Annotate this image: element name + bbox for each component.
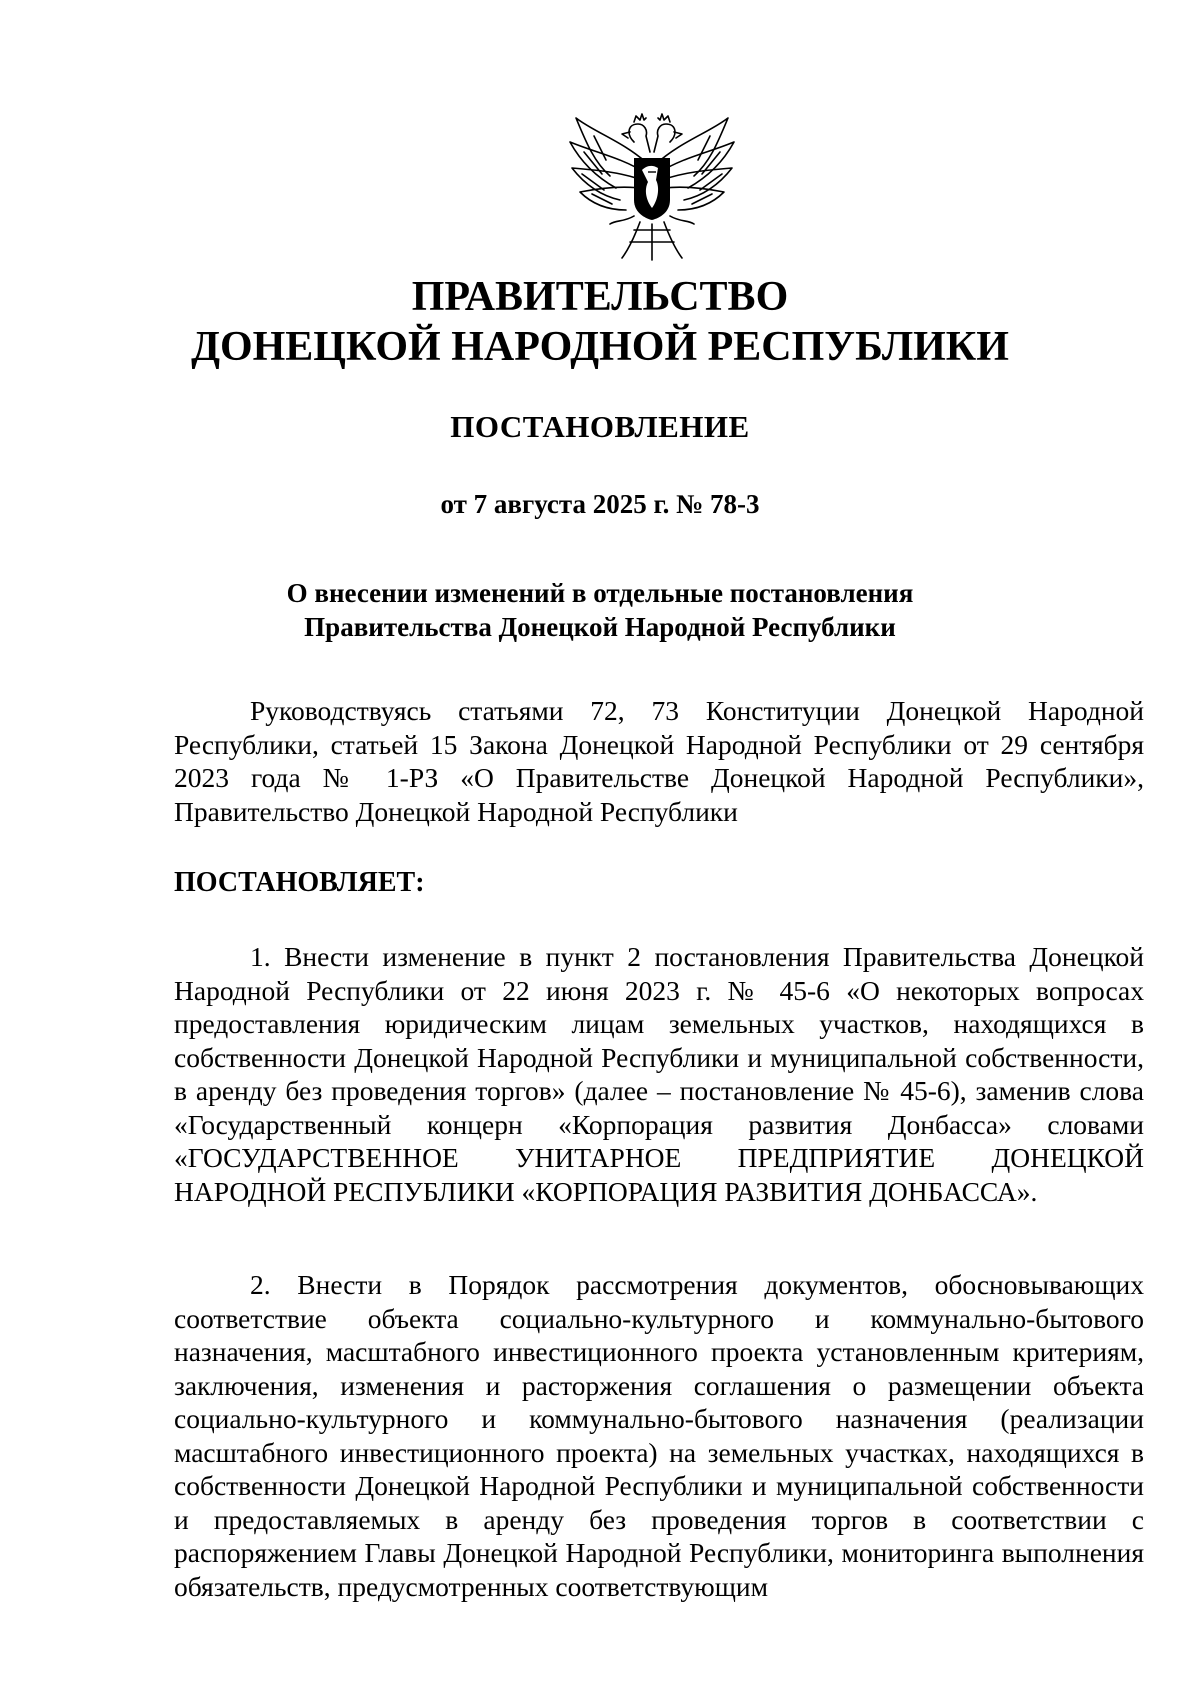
document-subject-line1: О внесении изменений в отдельные постановления — [286, 578, 914, 608]
document-type-heading: ПОСТАНОВЛЕНИЕ — [450, 409, 750, 444]
document-date-number: от 7 августа 2025 г. № 78-3 — [440, 489, 760, 519]
double-headed-eagle-emblem-icon — [564, 112, 740, 262]
organization-title-line1: ПРАВИТЕЛЬСТВО — [411, 274, 789, 320]
clause-2-paragraph: 2. Внести в Порядок рассмотрения документов, обосновывающих соответствие объекта социально-культурного и коммунально-бытового назначения, масштабного инвестиционного проекта установленным критериям, заключения, изменения и расторжения соглашения о размещении объекта социально-культурного и коммунально-бытового назначения (реализации масштабного инвестиционного проекта) на земельных участках, находящихся в собственности Донецкой Народной Республики и муниципальной собственности и предоставляемых в аренду без проведения торгов в соответствии с распоряжением Главы Донецкой Народной Республики, мониторинга выполнения обязательств, предусмотренных соответствующим — [174, 1269, 1144, 1602]
organization-title-line2: ДОНЕЦКОЙ НАРОДНОЙ РЕСПУБЛИКИ — [191, 324, 1009, 370]
clause-1-paragraph: 1. Внести изменение в пункт 2 постановления Правительства Донецкой Народной Республики от 22 июня 2023 г. № 45-6 «О некоторых вопросах предоставления юридическим лицам земельных участков, находящихся в собственности Донецкой Народной Республики и муниципальной собственности, в аренду без проведения торгов» (далее – постановление № 45-6), заменив слова «Государственный концерн «Корпорация развития Донбасса» словами «ГОСУДАРСТВЕННОЕ УНИТАРНОЕ ПРЕДПРИЯТИЕ ДОНЕЦКОЙ НАРОДНОЙ РЕСПУБЛИКИ «КОРПОРАЦИЯ РАЗВИТИЯ ДОНБАССА». — [174, 941, 1144, 1207]
decree-heading: ПОСТАНОВЛЯЕТ: — [174, 867, 425, 898]
preamble-paragraph: Руководствуясь статьями 72, 73 Конституции Донецкой Народной Республики, статьей 15 Закона Донецкой Народной Республики от 29 сентября 2023 года № 1-РЗ «О Правительстве Донецкой Народной Республики», Правительство Донецкой Народной Республики — [174, 695, 1144, 827]
document-subject-line2: Правительства Донецкой Народной Республики — [304, 612, 896, 642]
